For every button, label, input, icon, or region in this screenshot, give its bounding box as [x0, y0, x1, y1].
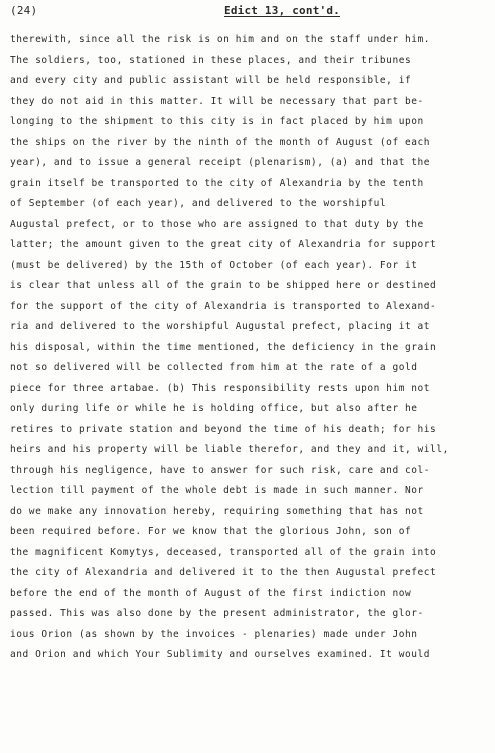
page-number: (24): [10, 4, 38, 17]
text-line: lection till payment of the whole debt is made in such manner. Nor: [10, 485, 424, 496]
text-line: latter; the amount given to the great city of Alexandria for support: [10, 239, 437, 250]
text-line: and Orion and which Your Sublimity and ourselves examined. It would: [10, 649, 431, 660]
text-line: ria and delivered to the worshipful Augustal prefect, placing it at: [10, 321, 431, 332]
text-line: is clear that unless all of the grain to be shipped here or destined: [10, 280, 437, 291]
text-line: heirs and his property will be liable therefor, and they and it, will,: [10, 444, 449, 455]
text-line: before the end of the month of August of the first indiction now: [10, 587, 412, 599]
text-line: ious Orion (as shown by the invoices - plenaries) made under John: [10, 628, 418, 640]
text-line: (must be delivered) by the 15th of October (of each year). For it: [10, 259, 418, 271]
text-line: therewith, since all the risk is on him and on the staff under him.: [10, 34, 431, 45]
text-line: grain itself be transported to the city of Alexandria by the tenth: [10, 177, 424, 189]
text-line: only during life or while he is holding office, but also after he: [10, 403, 418, 414]
text-line: and every city and public assistant will be held responsible, if: [10, 75, 412, 86]
running-title: Edict 13, cont'd.: [224, 4, 340, 17]
text-line: Augustal prefect, or to those who are assigned to that duty by the: [10, 218, 424, 230]
text-line: not so delivered will be collected from him at the rate of a gold: [10, 362, 418, 373]
text-line: do we make any innovation hereby, requiring something that has not: [10, 505, 424, 517]
page-header: [10, 4, 480, 22]
text-line: been required before. For we know that the glorious John, son of: [10, 526, 412, 537]
text-line: for the support of the city of Alexandria is transported to Alexand-: [10, 300, 437, 312]
text-line: piece for three artabae. (b) This responsibility rests upon him not: [10, 382, 431, 394]
text-line: The soldiers, too, stationed in these places, and their tribunes: [10, 54, 412, 66]
text-line: retires to private station and beyond the time of his death; for his: [10, 423, 437, 435]
text-line: the city of Alexandria and delivered it to the then Augustal prefect: [10, 567, 437, 578]
text-line: the ships on the river by the ninth of the month of August (of each: [10, 136, 431, 148]
text-line: they do not aid in this matter. It will be necessary that part be-: [10, 95, 424, 107]
text-line: passed. This was also done by the present administrator, the glor-: [10, 608, 424, 619]
text-line: of September (of each year), and delivered to the worshipful: [10, 198, 387, 209]
text-line: longing to the shipment to this city is in fact placed by him upon: [10, 116, 424, 127]
text-line: the magnificent Komytys, deceased, transported all of the grain into: [10, 546, 437, 558]
body-text: [10, 30, 488, 666]
text-line: his disposal, within the time mentioned, the deficiency in the grain: [10, 341, 437, 353]
text-line: through his negligence, have to answer for such risk, care and col-: [10, 464, 431, 476]
text-line: year), and to issue a general receipt (plenarism), (a) and that the: [10, 157, 431, 168]
